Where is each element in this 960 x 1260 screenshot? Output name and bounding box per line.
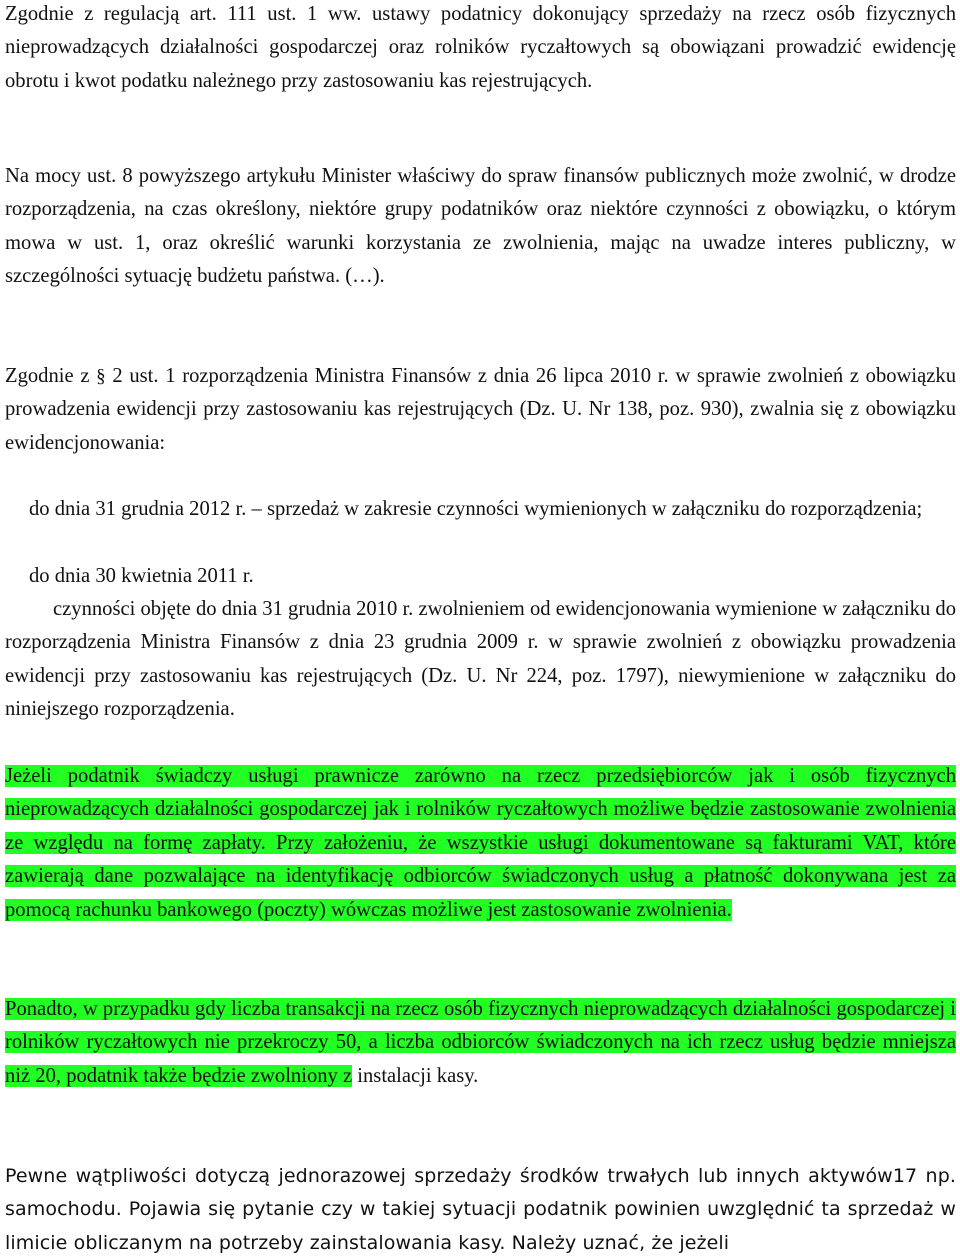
paragraph-ust-8: Na mocy ust. 8 powyższego artykułu Minister właściwy do spraw finansów publicznych może zwolnić, w drodze rozporządzenia, na czas określony, niektóre grupy podatników oraz niektóre czynności z obowiązku, o którym mowa w ust. 1, oraz określić warunki korzystania ze zwolnienia, mając na uwadze interes publiczny, w szczególności sytuację budżetu państwa. (…). [5, 165, 956, 288]
paragraph-fixed-assets [5, 1160, 956, 1260]
list-item-2011: do dnia 30 kwietnia 2011 r. [29, 565, 254, 587]
highlighted-paragraph-transactions [5, 993, 956, 1093]
paragraph-rest: np. samochodu. Pojawia się pytanie czy w takiej sytuacji podatnik powinien uwzględnić ta sprzedaż w limicie obliczanym na potrzeby zainstalowania kasy. Należy uznać, że jeżeli [5, 1165, 956, 1254]
list-item-text: do dnia 31 grudnia 2012 r. – sprzedaż w zakresie czynności wymienionych w załączniku do rozporządzenia; [29, 498, 923, 520]
highlighted-paragraph-legal-services [5, 760, 956, 927]
paragraph-art-111: Zgodnie z regulacją art. 111 ust. 1 ww. ustawy podatnicy dokonujący sprzedaży na rzecz osób fizycznych nieprowadzących działalności gospodarczej oraz rolników ryczałtowych są obowiązani prowadzić ewidencję obrotu i kwot podatku należnego przy zastosowaniu kas rejestrujących. [5, 3, 956, 92]
page-number: 17 [892, 1165, 918, 1187]
highlighted-text: Ponadto, w przypadku gdy liczba transakcji na rzecz osób fizycznych nieprowadzących działalności gospodarczej i rolników ryczałtowych nie przekroczy 50, a liczba odbiorców świadczonych na ich rzecz usług będzie mniejsza niż 20, podatnik także będzie zwolniony z [5, 998, 956, 1087]
paragraph-intro: Zgodnie z [5, 365, 90, 387]
paragraph-tail: instalacji kasy. [357, 1064, 479, 1087]
paragraph-first-line: Pewne wątpliwości dotyczą jednorazowej sprzedaży środków trwałych lub innych aktywów [5, 1165, 893, 1187]
paragraph-regulation-2-1 [5, 360, 956, 460]
section-sign: § [96, 366, 106, 387]
paragraph-body: 2 ust. 1 rozporządzenia Ministra Finansów z dnia 26 lipca 2010 r. w sprawie zwolnień z obowiązku prowadzenia ewidencji przy zastosowaniu kas rejestrujących (Dz. U. Nr 138, poz. 930), zwalnia się z obowiązku ewidencjonowania: [5, 365, 957, 454]
highlighted-text: Jeżeli podatnik świadczy usługi prawnicze zarówno na rzecz przedsiębiorców jak i osób fizycznych nieprowadzących działalności gospodarczej jak i rolników ryczałtowych możliwe będzie zastosowanie zwolnienia ze względu na formę zapłaty. Przy założeniu, że wszystkie usługi dokumentowane są fakturami VAT, które zawierają dane pozwalające na identyfikację odbiorców świadczonych usług a płatność dokonywana jest za pomocą rachunku bankowego (poczty) wówczas możliwe jest zastosowanie zwolnienia. [5, 765, 956, 921]
list-item-2012 [5, 493, 956, 526]
list-item-2010: czynności objęte do dnia 31 grudnia 2010 r. zwolnieniem od ewidencjonowania wymienione w załączniku do rozporządzenia Ministra Finansów z dnia 23 grudnia 2009 r. w sprawie zwolnień z obowiązku prowadzenia ewidencji przy zastosowaniu kas rejestrujących (Dz. U. Nr 224, poz. 1797), niewymienione w załączniku do niniejszego rozporządzenia. [5, 598, 957, 721]
